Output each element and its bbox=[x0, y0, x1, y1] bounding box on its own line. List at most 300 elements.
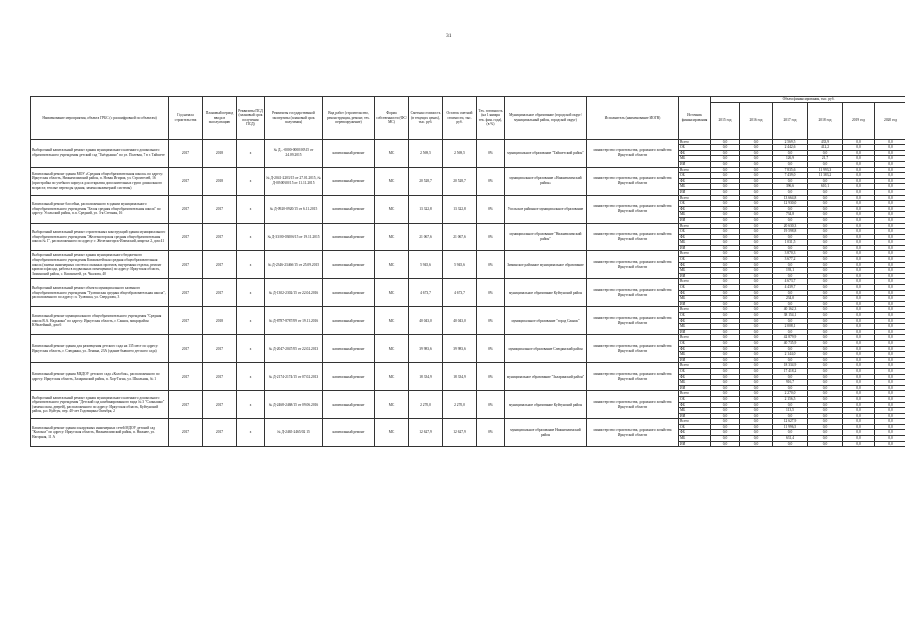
funding-value: 0,0 bbox=[875, 201, 905, 207]
funding-value: 0,0 bbox=[875, 307, 905, 313]
funding-source: ОБ bbox=[679, 145, 711, 151]
funding-value: 0,0 bbox=[711, 340, 740, 346]
funding-value: 0,0 bbox=[740, 279, 773, 285]
psd-value: x bbox=[237, 139, 265, 167]
funding-value: 0,0 bbox=[808, 335, 843, 341]
expertise-value: № Д-0920-0920/15 от 6.11.2015 bbox=[265, 195, 323, 223]
cost-current: 5 945,6 bbox=[409, 251, 443, 279]
funding-value: 234,0 bbox=[773, 296, 808, 302]
funding-value: 0,0 bbox=[808, 189, 843, 195]
funding-value: 0,0 bbox=[875, 223, 905, 229]
ownership: МС bbox=[375, 335, 409, 363]
input-year: 2017 bbox=[203, 223, 237, 251]
header-cost-current: Сметная стоимость (в текущих ценах), тыс. руб. bbox=[409, 97, 443, 140]
funding-value: 19 598,8 bbox=[773, 229, 808, 235]
header-start-year: Год начала строительства bbox=[169, 97, 203, 140]
funding-value: 0,0 bbox=[843, 436, 875, 442]
funding-value: 0,0 bbox=[711, 212, 740, 218]
funding-value: 0,0 bbox=[808, 363, 843, 369]
funding-value: 0,0 bbox=[808, 262, 843, 268]
funding-source: Всего bbox=[679, 167, 711, 173]
funding-value: 0,0 bbox=[808, 374, 843, 380]
funding-value: 12 627,9 bbox=[773, 419, 808, 425]
readiness: 0% bbox=[477, 335, 505, 363]
funding-value: 0,0 bbox=[875, 173, 905, 179]
funding-value: 916,7 bbox=[773, 380, 808, 386]
funding-value: 0,0 bbox=[740, 262, 773, 268]
table-body bbox=[31, 139, 905, 447]
funding-value: 21,7 bbox=[808, 156, 843, 162]
funding-value: 0,0 bbox=[843, 245, 875, 251]
funding-value: 0,0 bbox=[843, 368, 875, 374]
funding-value: 0,0 bbox=[843, 346, 875, 352]
input-year: 2017 bbox=[203, 195, 237, 223]
funding-value: 0,0 bbox=[740, 150, 773, 156]
header-year: 2015 год bbox=[711, 102, 740, 139]
funding-value: 0,0 bbox=[875, 380, 905, 386]
ownership: МС bbox=[375, 223, 409, 251]
funding-value: 0,0 bbox=[740, 156, 773, 162]
funding-value: 11 383,2 bbox=[808, 173, 843, 179]
funding-value: 0,0 bbox=[740, 206, 773, 212]
funding-value: 0,0 bbox=[740, 324, 773, 330]
executor: министерство строительства, дорожного хозяйства Иркутской области bbox=[587, 167, 679, 195]
funding-source: ОБ bbox=[679, 424, 711, 430]
funding-source: Всего bbox=[679, 391, 711, 397]
funding-value: 126,9 bbox=[773, 156, 808, 162]
executor: министерство строительства, дорожного хозяйства Иркутской области bbox=[587, 307, 679, 335]
funding-value: 0,0 bbox=[711, 313, 740, 319]
funding-value: 0,0 bbox=[875, 290, 905, 296]
municipality: муниципальное образование "Нижнеилимский район" bbox=[505, 223, 587, 251]
funding-value: 0,0 bbox=[843, 324, 875, 330]
input-year: 2018 bbox=[203, 139, 237, 167]
funding-value: 0,0 bbox=[740, 352, 773, 358]
start-year: 2017 bbox=[169, 167, 203, 195]
start-year: 2017 bbox=[169, 419, 203, 447]
funding-value: 0,0 bbox=[711, 268, 740, 274]
header-municipality: Муниципальное образование (городской округ/муниципальный район, городской округ) bbox=[505, 97, 587, 140]
funding-value: 0,0 bbox=[843, 217, 875, 223]
readiness: 0% bbox=[477, 419, 505, 447]
ownership: МС bbox=[375, 419, 409, 447]
funding-value: 610,1 bbox=[808, 184, 843, 190]
header-year: 2017 год bbox=[773, 102, 808, 139]
funding-value: 0,0 bbox=[711, 195, 740, 201]
object-name: Выборочный капитальный ремонт здания муниципального казенного дошкольного образовательного учреждения детский сад "Гнёздышко" по ул. Полевая, 7 в г. Тайшете bbox=[31, 139, 169, 167]
cost-current: 21 067,6 bbox=[409, 223, 443, 251]
funding-value: 0,0 bbox=[773, 262, 808, 268]
funding-value: 0,0 bbox=[808, 273, 843, 279]
executor: министерство строительства, дорожного хозяйства Иркутской области bbox=[587, 363, 679, 391]
funding-value: 0,0 bbox=[711, 285, 740, 291]
municipality: муниципальное образование "город Саянск" bbox=[505, 307, 587, 335]
funding-value: 0,0 bbox=[740, 329, 773, 335]
executor: министерство строительства, дорожного хозяйства Иркутской области bbox=[587, 419, 679, 447]
funding-value: 0,0 bbox=[808, 441, 843, 447]
funding-value: 11 993,3 bbox=[808, 167, 843, 173]
funding-source: Всего bbox=[679, 335, 711, 341]
funding-value: 0,0 bbox=[875, 245, 905, 251]
municipality: муниципальное образование «Нижнеилимский район» bbox=[505, 167, 587, 195]
header-year: 2020 год bbox=[875, 102, 905, 139]
objects-table bbox=[30, 96, 905, 447]
cost-remaining: 12 627,9 bbox=[443, 419, 477, 447]
funding-value: 0,0 bbox=[740, 240, 773, 246]
funding-value: 0,0 bbox=[808, 234, 843, 240]
expertise-value: № Д-2468-2468/15 от 09.06.2016 bbox=[265, 391, 323, 419]
funding-source: ФБ bbox=[679, 150, 711, 156]
funding-value: 0,0 bbox=[875, 195, 905, 201]
funding-value: 0,0 bbox=[711, 173, 740, 179]
funding-value: 0,0 bbox=[875, 346, 905, 352]
municipality: муниципальное образование Слюдянский район bbox=[505, 335, 587, 363]
psd-value: x bbox=[237, 195, 265, 223]
funding-value: 734,8 bbox=[773, 212, 808, 218]
funding-value: 0,0 bbox=[711, 139, 740, 145]
work-type: капитальный ремонт bbox=[323, 363, 375, 391]
funding-value: 0,0 bbox=[773, 385, 808, 391]
ownership: МС bbox=[375, 195, 409, 223]
funding-source: ОБ bbox=[679, 313, 711, 319]
funding-value: 2 270,0 bbox=[773, 391, 808, 397]
funding-value: 0,0 bbox=[740, 195, 773, 201]
funding-value: 17 418,2 bbox=[773, 368, 808, 374]
funding-value: 0,0 bbox=[843, 212, 875, 218]
funding-source: МБ bbox=[679, 408, 711, 414]
start-year: 2017 bbox=[169, 251, 203, 279]
funding-value: 0,0 bbox=[740, 268, 773, 274]
funding-value: 0,0 bbox=[711, 245, 740, 251]
funding-source: МБ bbox=[679, 436, 711, 442]
funding-source: ОБ bbox=[679, 368, 711, 374]
funding-value: 0,0 bbox=[773, 178, 808, 184]
funding-value: 0,0 bbox=[875, 229, 905, 235]
input-year: 2017 bbox=[203, 419, 237, 447]
funding-source: ФБ bbox=[679, 318, 711, 324]
funding-value: 0,0 bbox=[875, 285, 905, 291]
funding-value: 0,0 bbox=[711, 430, 740, 436]
cost-remaining: 18 334,9 bbox=[443, 363, 477, 391]
object-name: Выборочный капитальный ремонт строительных конструкций здания муниципального общеобразовательного учреждения "Железногорская средняя общеобразовательная школа № 1", расположенного по адресу: г. Железногорск-Илимский, квартал 2, дом 41 bbox=[31, 223, 169, 251]
funding-source: МБ bbox=[679, 156, 711, 162]
funding-value: 0,0 bbox=[711, 257, 740, 263]
header-year: 2019 год bbox=[843, 102, 875, 139]
work-type: капитальный ремонт bbox=[323, 279, 375, 307]
header-psd: Реквизиты ПСД (плановый срок получения ПСД) bbox=[237, 97, 265, 140]
funding-value: 0,0 bbox=[843, 374, 875, 380]
ownership: МС bbox=[375, 307, 409, 335]
cost-current: 4 673,7 bbox=[409, 279, 443, 307]
funding-value: 0,0 bbox=[843, 251, 875, 257]
funding-value: 3 870,3 bbox=[773, 251, 808, 257]
funding-value: 0,0 bbox=[711, 301, 740, 307]
funding-value: 0,0 bbox=[740, 296, 773, 302]
funding-value: 0,0 bbox=[740, 290, 773, 296]
psd-value: x bbox=[237, 223, 265, 251]
funding-source: Всего bbox=[679, 139, 711, 145]
funding-value: 0,0 bbox=[875, 352, 905, 358]
municipality: муниципальное образование Нижнеилимский район bbox=[505, 419, 587, 447]
funding-value: 0,0 bbox=[843, 223, 875, 229]
funding-source: ФБ bbox=[679, 374, 711, 380]
funding-value: 0,0 bbox=[773, 217, 808, 223]
funding-value: 0,0 bbox=[875, 212, 905, 218]
funding-value: 193,1 bbox=[773, 268, 808, 274]
funding-value: 0,0 bbox=[843, 413, 875, 419]
funding-value: 0,0 bbox=[808, 301, 843, 307]
start-year: 2017 bbox=[169, 335, 203, 363]
input-year: 2018 bbox=[203, 167, 237, 195]
funding-value: 0,0 bbox=[843, 385, 875, 391]
funding-value: 0,0 bbox=[808, 346, 843, 352]
funding-value: 0,0 bbox=[808, 329, 843, 335]
funding-value: 0,0 bbox=[875, 436, 905, 442]
object-name: Капитальный ремонт здания для размещения детского сада на 135 мест по адресу: Иркутская область, г. Слюдянка, ул. Ленина, 23А (здание бывшего детского сада) bbox=[31, 335, 169, 363]
funding-value: 0,0 bbox=[843, 257, 875, 263]
funding-value: 0,0 bbox=[875, 430, 905, 436]
funding-value: 0,0 bbox=[875, 374, 905, 380]
funding-value: 2 156,5 bbox=[773, 396, 808, 402]
funding-value: 0,0 bbox=[875, 408, 905, 414]
input-year: 2018 bbox=[203, 307, 237, 335]
executor: министерство строительства, дорожного хозяйства Иркутской области bbox=[587, 335, 679, 363]
funding-value: 0,0 bbox=[843, 184, 875, 190]
funding-value: 0,0 bbox=[711, 229, 740, 235]
funding-source: ОБ bbox=[679, 340, 711, 346]
funding-value: 0,0 bbox=[843, 285, 875, 291]
funding-value: 0,0 bbox=[740, 178, 773, 184]
cost-current: 40 043,0 bbox=[409, 307, 443, 335]
funding-value: 0,0 bbox=[711, 296, 740, 302]
ownership: МС bbox=[375, 363, 409, 391]
funding-value: 0,0 bbox=[740, 363, 773, 369]
funding-value: 0,0 bbox=[808, 285, 843, 291]
funding-value: 0,0 bbox=[740, 380, 773, 386]
funding-source: ФБ bbox=[679, 290, 711, 296]
municipality: муниципальное образование "Заларинский район" bbox=[505, 363, 587, 391]
psd-value: x bbox=[237, 419, 265, 447]
readiness: 0% bbox=[477, 195, 505, 223]
psd-value: x bbox=[237, 167, 265, 195]
funding-value: 0,0 bbox=[843, 301, 875, 307]
funding-value: 0,0 bbox=[773, 402, 808, 408]
funding-value: 0,0 bbox=[773, 441, 808, 447]
funding-value: 0,0 bbox=[711, 223, 740, 229]
funding-value: 0,0 bbox=[843, 290, 875, 296]
psd-value: x bbox=[237, 251, 265, 279]
funding-value: 0,0 bbox=[808, 408, 843, 414]
cost-remaining: 40 043,0 bbox=[443, 307, 477, 335]
cost-remaining: 39 983,6 bbox=[443, 335, 477, 363]
cost-remaining: 21 067,6 bbox=[443, 223, 477, 251]
funding-value: 0,0 bbox=[875, 313, 905, 319]
funding-value: 0,0 bbox=[740, 430, 773, 436]
funding-source: ИИ bbox=[679, 329, 711, 335]
funding-value: 0,0 bbox=[740, 419, 773, 425]
ownership: МС bbox=[375, 279, 409, 307]
funding-value: 0,0 bbox=[875, 413, 905, 419]
funding-value: 3 677,2 bbox=[773, 257, 808, 263]
funding-value: 0,0 bbox=[711, 419, 740, 425]
funding-source: МБ bbox=[679, 268, 711, 274]
funding-value: 0,0 bbox=[808, 436, 843, 442]
funding-value: 0,0 bbox=[740, 307, 773, 313]
funding-value: 0,0 bbox=[843, 189, 875, 195]
funding-source: ОБ bbox=[679, 396, 711, 402]
funding-value: 0,0 bbox=[843, 262, 875, 268]
funding-source: ИИ bbox=[679, 301, 711, 307]
readiness: 0% bbox=[477, 279, 505, 307]
funding-value: 0,0 bbox=[875, 329, 905, 335]
psd-value: x bbox=[237, 391, 265, 419]
funding-value: 13 664,8 bbox=[773, 195, 808, 201]
header-year: 2018 год bbox=[808, 102, 843, 139]
funding-source: ОБ bbox=[679, 229, 711, 235]
funding-value: 0,0 bbox=[843, 380, 875, 386]
funding-value: 0,0 bbox=[808, 419, 843, 425]
funding-value: 0,0 bbox=[740, 402, 773, 408]
funding-value: 0,0 bbox=[808, 402, 843, 408]
readiness: 0% bbox=[477, 223, 505, 251]
funding-value: 0,0 bbox=[808, 212, 843, 218]
funding-value: 0,0 bbox=[875, 145, 905, 151]
funding-value: 0,0 bbox=[711, 240, 740, 246]
expertise-value: № Д-2346-2346б/15 от 25.09.2015 bbox=[265, 251, 323, 279]
funding-value: 0,0 bbox=[711, 234, 740, 240]
funding-value: 0,0 bbox=[711, 156, 740, 162]
funding-value: 0,0 bbox=[875, 419, 905, 425]
funding-source: ФБ bbox=[679, 206, 711, 212]
funding-value: 0,0 bbox=[773, 161, 808, 167]
funding-value: 0,0 bbox=[875, 357, 905, 363]
funding-source: ИИ bbox=[679, 441, 711, 447]
executor: министерство строительства, дорожного хозяйства Иркутской области bbox=[587, 139, 679, 167]
funding-value: 0,0 bbox=[740, 424, 773, 430]
funding-source: ФБ bbox=[679, 430, 711, 436]
header-source: Источник финансирования bbox=[679, 97, 711, 140]
cost-remaining: 2 270,0 bbox=[443, 391, 477, 419]
object-name: Капитальный ремонт здания МОУ «Средняя общеобразовательная школа» по адресу: Иркутская область, Нижнеилимский район, п. Новая Игирма, ул. Строителей, 16 (пристройка по учебного корпуса для открытия дополнительных групп дошкольного возраста; теплые переходы здания, замена инженерной системы) bbox=[31, 167, 169, 195]
funding-value: 0,0 bbox=[711, 262, 740, 268]
cost-remaining: 13 322,8 bbox=[443, 195, 477, 223]
funding-value: 0,0 bbox=[773, 189, 808, 195]
funding-source: ОБ bbox=[679, 201, 711, 207]
funding-value: 0,0 bbox=[711, 167, 740, 173]
funding-value: 0,0 bbox=[808, 352, 843, 358]
funding-value: 0,0 bbox=[740, 145, 773, 151]
funding-source: ОБ bbox=[679, 285, 711, 291]
funding-value: 0,0 bbox=[711, 402, 740, 408]
ownership: МС bbox=[375, 251, 409, 279]
funding-value: 0,0 bbox=[808, 385, 843, 391]
cost-current: 20 528,7 bbox=[409, 167, 443, 195]
funding-value: 0,0 bbox=[740, 340, 773, 346]
funding-source: МБ bbox=[679, 212, 711, 218]
funding-source: МБ bbox=[679, 184, 711, 190]
funding-value: 0,0 bbox=[711, 408, 740, 414]
funding-value: 0,0 bbox=[711, 363, 740, 369]
funding-source: Всего bbox=[679, 307, 711, 313]
funding-source: ОБ bbox=[679, 173, 711, 179]
funding-value: 0,0 bbox=[808, 368, 843, 374]
funding-value: 0,0 bbox=[808, 251, 843, 257]
expertise-value: № Д-2174-2174/15 от 07.02.2013 bbox=[265, 363, 323, 391]
funding-value: 0,0 bbox=[711, 385, 740, 391]
funding-value: 0,0 bbox=[875, 301, 905, 307]
funding-source: ИИ bbox=[679, 245, 711, 251]
funding-value: 2 144,0 bbox=[773, 352, 808, 358]
start-year: 2017 bbox=[169, 363, 203, 391]
expertise-value: № Д-2047-2047/05 от 22.02.2013 bbox=[265, 335, 323, 363]
funding-value: 0,0 bbox=[808, 357, 843, 363]
funding-value: 0,0 bbox=[740, 335, 773, 341]
funding-source: Всего bbox=[679, 223, 711, 229]
funding-value: 0,0 bbox=[843, 150, 875, 156]
psd-value: x bbox=[237, 363, 265, 391]
funding-value: 0,0 bbox=[808, 413, 843, 419]
funding-value: 0,0 bbox=[875, 324, 905, 330]
funding-value: 0,0 bbox=[711, 273, 740, 279]
funding-value: 0,0 bbox=[773, 374, 808, 380]
funding-value: 0,0 bbox=[843, 424, 875, 430]
funding-value: 0,0 bbox=[740, 396, 773, 402]
funding-value: 0,0 bbox=[808, 296, 843, 302]
funding-source: Всего bbox=[679, 279, 711, 285]
funding-value: 0,0 bbox=[740, 436, 773, 442]
funding-value: 0,0 bbox=[843, 329, 875, 335]
funding-value: 40 162,3 bbox=[773, 307, 808, 313]
funding-value: 0,0 bbox=[843, 441, 875, 447]
funding-value: 0,0 bbox=[808, 206, 843, 212]
funding-value: 0,0 bbox=[843, 178, 875, 184]
municipality: муниципальное образование Куйтунский район bbox=[505, 391, 587, 419]
funding-value: 0,0 bbox=[875, 296, 905, 302]
start-year: 2017 bbox=[169, 391, 203, 419]
funding-value: 0,0 bbox=[773, 430, 808, 436]
funding-value: 0,0 bbox=[843, 357, 875, 363]
funding-source: МБ bbox=[679, 324, 711, 330]
funding-value: 40 735,9 bbox=[773, 340, 808, 346]
funding-value: 0,0 bbox=[843, 173, 875, 179]
work-type: капитальный ремонт bbox=[323, 139, 375, 167]
funding-value: 0,0 bbox=[875, 385, 905, 391]
funding-value: 0,0 bbox=[740, 346, 773, 352]
readiness: 0% bbox=[477, 251, 505, 279]
page-number: 31 bbox=[446, 33, 452, 39]
header-expertise: Реквизиты государственной экспертизы (плановый срок получения) bbox=[265, 97, 323, 140]
funding-value: 0,0 bbox=[808, 229, 843, 235]
funding-source: ИИ bbox=[679, 217, 711, 223]
funding-value: 0,0 bbox=[843, 201, 875, 207]
funding-value: 0,0 bbox=[711, 441, 740, 447]
funding-value: 0,0 bbox=[808, 380, 843, 386]
funding-value: 0,0 bbox=[711, 251, 740, 257]
header-cost-remaining: Остаток сметной стоимости, тыс. руб. bbox=[443, 97, 477, 140]
funding-value: 0,0 bbox=[740, 408, 773, 414]
funding-value: 0,0 bbox=[875, 167, 905, 173]
funding-value: 0,0 bbox=[773, 346, 808, 352]
funding-value: 0,0 bbox=[875, 279, 905, 285]
start-year: 2017 bbox=[169, 279, 203, 307]
funding-value: 0,0 bbox=[843, 273, 875, 279]
cost-current: 12 627,9 bbox=[409, 419, 443, 447]
funding-value: 0,0 bbox=[773, 150, 808, 156]
funding-value: 0,0 bbox=[740, 374, 773, 380]
funding-value: 0,0 bbox=[740, 189, 773, 195]
funding-value: 0,0 bbox=[808, 430, 843, 436]
object-name: Капитальный ремонт здания и наружных инженерных сетей МДОУ детский сад "Колокол" по адресу: Иркутская область, Нижнеилимский район, п. Нижнее, ул. Нагорная, 11 А bbox=[31, 419, 169, 447]
